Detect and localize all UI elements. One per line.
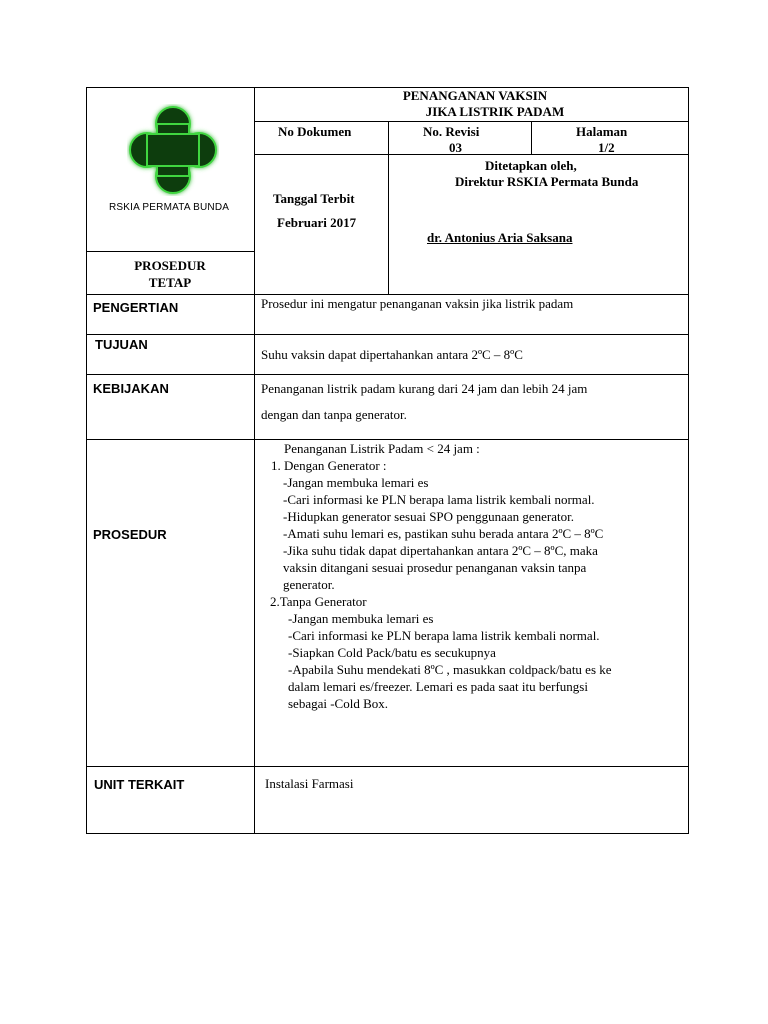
kebijakan-text-line2: dengan dan tanpa generator.: [261, 407, 407, 422]
no-revisi-label: No. Revisi: [423, 124, 480, 139]
ditetapkan-line2: Direktur RSKIA Permata Bunda: [455, 174, 639, 189]
prosedur-line: dalam lemari es/freezer. Lemari es pada saat itu berfungsi: [288, 679, 588, 694]
prosedur-line: 1. Dengan Generator :: [271, 458, 387, 473]
tujuan-label: TUJUAN: [95, 337, 148, 352]
prosedur-line: sebagai -Cold Box.: [288, 696, 389, 711]
prosedur-line: -Cari informasi ke PLN berapa lama listrik kembali normal.: [283, 492, 595, 507]
unit-terkait-label: UNIT TERKAIT: [94, 777, 185, 792]
prosedur-line: -Jangan membuka lemari es: [288, 611, 434, 626]
prosedur-line: -Jika suhu tidak dapat dipertahankan antara 2ºC – 8ºC, maka: [283, 543, 598, 558]
kebijakan-text-line1: Penanganan listrik padam kurang dari 24 jam dan lebih 24 jam: [261, 381, 588, 396]
logo-text: RSKIA PERMATA BUNDA: [109, 202, 230, 213]
prosedur-line: -Amati suhu lemari es, pastikan suhu berada antara 2ºC – 8ºC: [283, 526, 604, 541]
prosedur-line: -Jangan membuka lemari es: [283, 475, 429, 490]
no-dokumen-label: No Dokumen: [278, 124, 352, 139]
halaman-label: Halaman: [576, 124, 628, 139]
prosedur-line: vaksin ditangani sesuai prosedur penanganan vaksin tanpa: [283, 560, 587, 575]
unit-terkait-text: Instalasi Farmasi: [265, 776, 354, 791]
prosedur-tetap-line2: TETAP: [148, 275, 192, 290]
prosedur-line: -Siapkan Cold Pack/batu es secukupnya: [288, 645, 496, 660]
prosedur-tetap-line1: PROSEDUR: [134, 258, 206, 273]
ditetapkan-line1: Ditetapkan oleh,: [485, 158, 577, 173]
pengertian-text: Prosedur ini mengatur penanganan vaksin jika listrik padam: [261, 296, 574, 311]
kebijakan-label: KEBIJAKAN: [93, 381, 169, 396]
signer-name: dr. Antonius Aria Saksana: [427, 230, 573, 245]
pengertian-label: PENGERTIAN: [93, 300, 179, 315]
prosedur-line: 2.Tanpa Generator: [270, 594, 367, 609]
doc-title-line2: JIKA LISTRIK PADAM: [425, 104, 565, 119]
prosedur-line: -Cari informasi ke PLN berapa lama listrik kembali normal.: [288, 628, 600, 643]
no-revisi-value: 03: [449, 140, 462, 155]
prosedur-line: Penanganan Listrik Padam < 24 jam :: [284, 441, 480, 456]
doc-title-line1: PENANGANAN VAKSIN: [402, 88, 548, 103]
prosedur-line: generator.: [283, 577, 335, 592]
prosedur-line: -Hidupkan generator sesuai SPO penggunaan generator.: [283, 509, 574, 524]
tujuan-text: Suhu vaksin dapat dipertahankan antara 2ºC – 8ºC: [261, 347, 523, 362]
tanggal-terbit-label: Tanggal Terbit: [273, 191, 355, 206]
tanggal-terbit-value: Februari 2017: [277, 215, 357, 230]
prosedur-label: PROSEDUR: [93, 527, 167, 542]
prosedur-line: -Apabila Suhu mendekati 8ºC , masukkan coldpack/batu es ke: [288, 662, 612, 677]
medical-cross-icon: [127, 104, 219, 196]
halaman-value: 1/2: [598, 140, 615, 155]
